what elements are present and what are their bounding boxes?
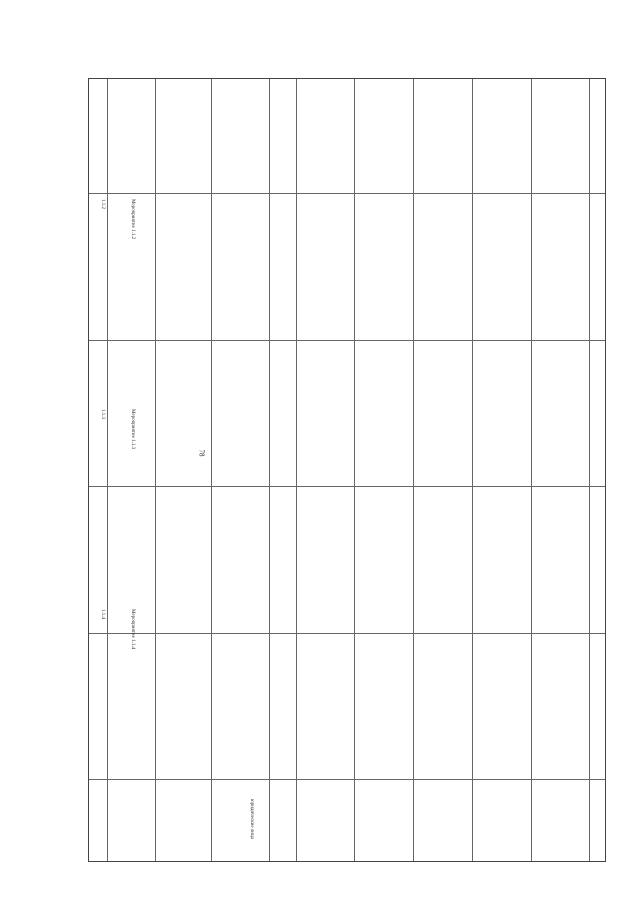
row-rule xyxy=(89,633,605,634)
row-rule xyxy=(89,486,605,487)
row-tail-text: юридические лица xyxy=(249,799,254,839)
column-rule xyxy=(211,79,212,861)
column-rule xyxy=(589,79,590,861)
column-rule xyxy=(155,79,156,861)
column-rule xyxy=(107,79,108,861)
column-rule xyxy=(413,79,414,861)
column-rule xyxy=(472,79,473,861)
row-rule xyxy=(89,193,605,194)
rotated-table xyxy=(88,78,606,862)
row-id-1-1-2: 1.1.2 xyxy=(100,199,105,209)
column-rule xyxy=(354,79,355,861)
page-number: 78 xyxy=(197,449,206,457)
row-label-1-1-2: Мероприятие 1.1.2 xyxy=(130,199,135,240)
row-label-1-1-3: Мероприятие 1.1.3 xyxy=(130,409,135,450)
row-rule xyxy=(89,779,605,780)
row-id-1-1-4: 1.1.4 xyxy=(100,609,105,619)
row-id-1-1-3: 1.1.3 xyxy=(100,409,105,419)
column-rule xyxy=(269,79,270,861)
row-rule xyxy=(89,340,605,341)
column-rule xyxy=(296,79,297,861)
column-rule xyxy=(531,79,532,861)
row-label-1-1-4: Мероприятие 1.1.4 xyxy=(130,609,135,650)
